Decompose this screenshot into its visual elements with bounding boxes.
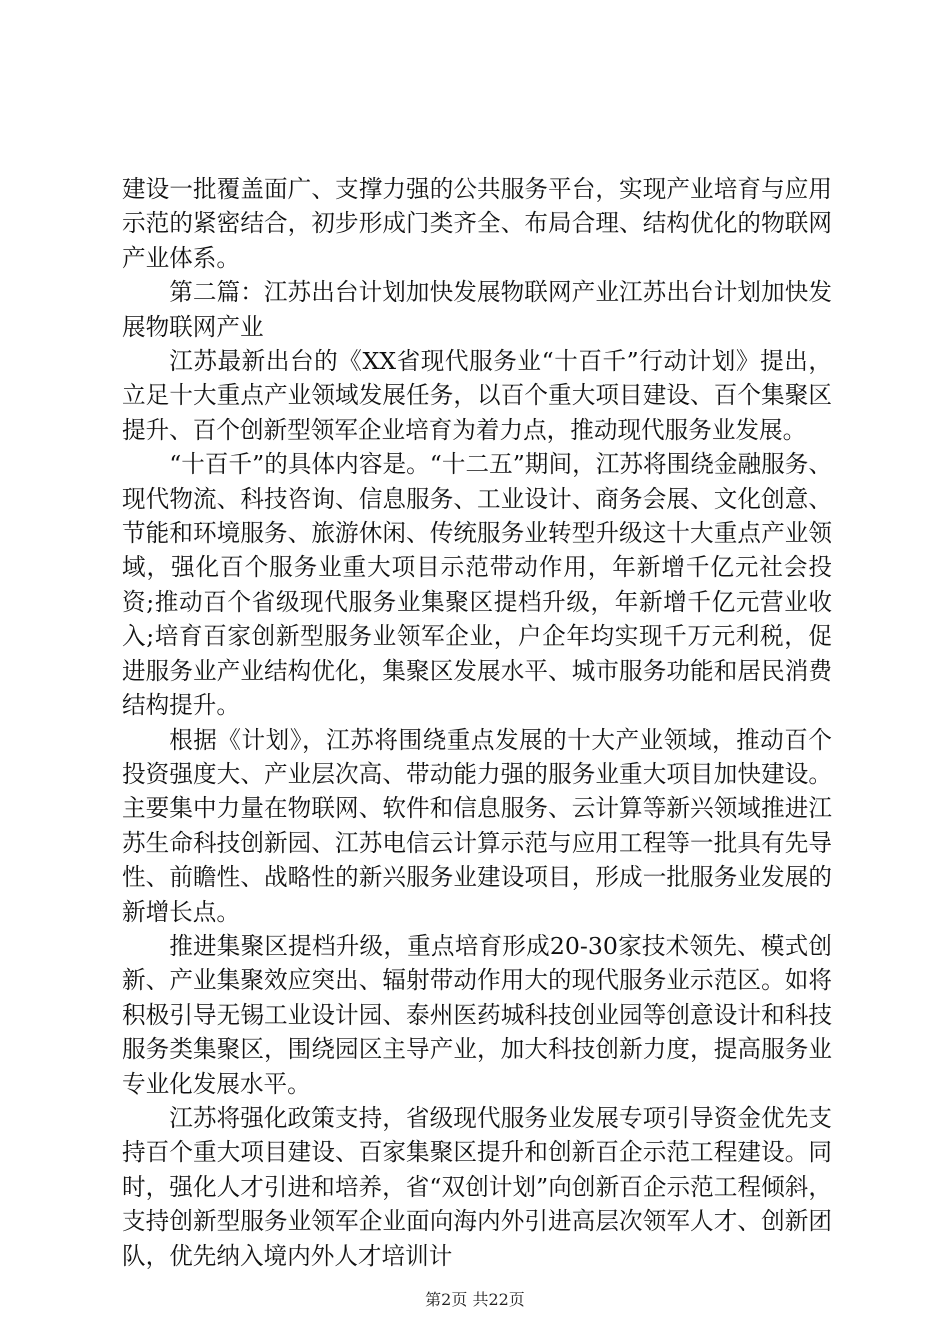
paragraph-2-heading: 第二篇：江苏出台计划加快发展物联网产业江苏出台计划加快发展物联网产业 bbox=[122, 278, 832, 341]
paragraph-7: 江苏将强化政策支持，省级现代服务业发展专项引导资金优先支持百个重大项目建设、百家集聚区提升和创新百企示范工程建设。同时，强化人才引进和培养，省“双创计划”向创新百企示范工程倾斜，支持创新型服务业领军企业面向海内外引进高层次领军人才、创新团队，优先纳入境内外人才培训计 bbox=[122, 1103, 832, 1270]
page-number-footer: 第2页 共22页 bbox=[425, 1290, 525, 1309]
paragraph-6: 推进集聚区提档升级，重点培育形成20-30家技术领先、模式创新、产业集聚效应突出、辐射带动作用大的现代服务业示范区。如将积极引导无锡工业设计园、泰州医药城科技创业园等创意设计和科技服务类集聚区，围绕园区主导产业，加大科技创新力度，提高服务业专业化发展水平。 bbox=[122, 931, 832, 1098]
paragraph-5: 根据《计划》，江苏将围绕重点发展的十大产业领域，推动百个投资强度大、产业层次高、带动能力强的服务业重大项目加快建设。主要集中力量在物联网、软件和信息服务、云计算等新兴领域推进江苏生命科技创新园、江苏电信云计算示范与应用工程等一批具有先导性、前瞻性、战略性的新兴服务业建设项目，形成一批服务业发展的新增长点。 bbox=[122, 725, 832, 926]
document-body bbox=[122, 172, 832, 1273]
paragraph-3: 江苏最新出台的《XX省现代服务业“十百千”行动计划》提出，立足十大重点产业领域发展任务，以百个重大项目建设、百个集聚区提升、百个创新型领军企业培育为着力点，推动现代服务业发展。 bbox=[122, 347, 832, 444]
paragraph-1: 建设一批覆盖面广、支撑力强的公共服务平台，实现产业培育与应用示范的紧密结合，初步形成门类齐全、布局合理、结构优化的物联网产业体系。 bbox=[122, 175, 832, 272]
paragraph-4: “十百千”的具体内容是。“十二五”期间，江苏将围绕金融服务、现代物流、科技咨询、信息服务、工业设计、商务会展、文化创意、节能和环境服务、旅游休闲、传统服务业转型升级这十大重点产业领域，强化百个服务业重大项目示范带动作用，年新增千亿元社会投资;推动百个省级现代服务业集聚区提档升级，年新增千亿元营业收入;培育百家创新型服务业领军企业，户企年均实现千万元利税，促进服务业产业结构优化，集聚区发展水平、城市服务功能和居民消费结构提升。 bbox=[122, 450, 832, 720]
